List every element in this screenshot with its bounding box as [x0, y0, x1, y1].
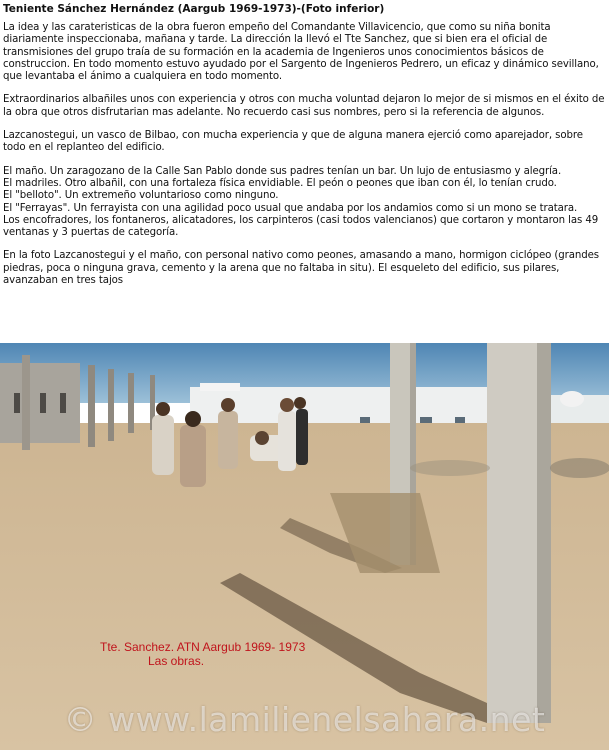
paragraph-intro: La idea y las carateristicas de la obra fueron empeño del Comandante Villavicencio, que como su niña bonita diariamente inspeccionaba, mañana y tarde. La dirección la llevó el Tte Sanchez, que si bien era el oficial de transmisiones del grupo traía de su formación en la academia de Ingenieros unos conocimientos básicos de construccion. En todo momento estuvo ayudado por el Sargento de Ingenieros Pedrero, un eficaz y dinámico sevillano, que levantaba el ánimo a cualquiera en todo momento.: [3, 22, 599, 83]
paragraph-lazcanostegui: Lazcanostegui, un vasco de Bilbao, con mucha experiencia y que de alguna manera ejerció como aparejador, sobre todo en el replanteo del edificio.: [3, 130, 583, 154]
paragraph-albaniles: Extraordinarios albañiles unos con experiencia y otros con mucha voluntad dejaron lo mejor de si mismos en el éxito de la obra que otros disfrutarian mas adelante. No recuerdo casi sus nombres, pero si la referencia de algunos.: [3, 94, 605, 118]
article-title: Teniente Sánchez Hernández (Aargub 1969-1973)-(Foto inferior): [3, 3, 385, 15]
photo-illustration: [0, 343, 609, 750]
people-line-mano: El maño. Un zaragozano de la Calle San Pablo donde sus padres tenían un bar. Un lujo de entusiasmo y alegría.: [3, 165, 562, 177]
caption-line-1: Tte. Sanchez. ATN Aargub 1969- 1973: [100, 640, 306, 654]
photo-caption: [100, 640, 305, 668]
people-line-madriles: El madriles. Otro albañil, con una fortaleza física envidiable. El peón o peones que iban con él, lo tenían crudo.: [3, 177, 557, 189]
copyright-watermark: © www.lamilienelsahara.net: [63, 700, 546, 739]
construction-photo: [0, 343, 609, 750]
caption-line-2: Las obras.: [148, 654, 205, 668]
people-line-encofradores: Los encofradores, los fontaneros, alicatadores, los carpinteros (casi todos valencianos) que cortaron y montaron las 49 ventanas y 3 puertas de categoría.: [3, 214, 599, 239]
people-line-belloto: El "belloto". Un extremeño voluntarioso como ninguno.: [3, 190, 279, 202]
paragraph-closing: En la foto Lazcanostegui y el maño, con personal nativo como peones, amasando a mano, hormigon ciclópeo (grandes piedras, poca o ninguna grava, cemento y la arena que no faltaba in situ). El esqueleto del edificio, sus pilares, avanzaban en tres tajos: [3, 250, 600, 287]
rubble-pile: [550, 458, 609, 478]
people-line-ferrayas: El "Ferrayas". Un ferrayista con una agilidad poco usual que andaba por los andamios como si un mono se tratara.: [3, 202, 578, 214]
article-text: [0, 0, 609, 287]
people-list: [3, 166, 606, 240]
